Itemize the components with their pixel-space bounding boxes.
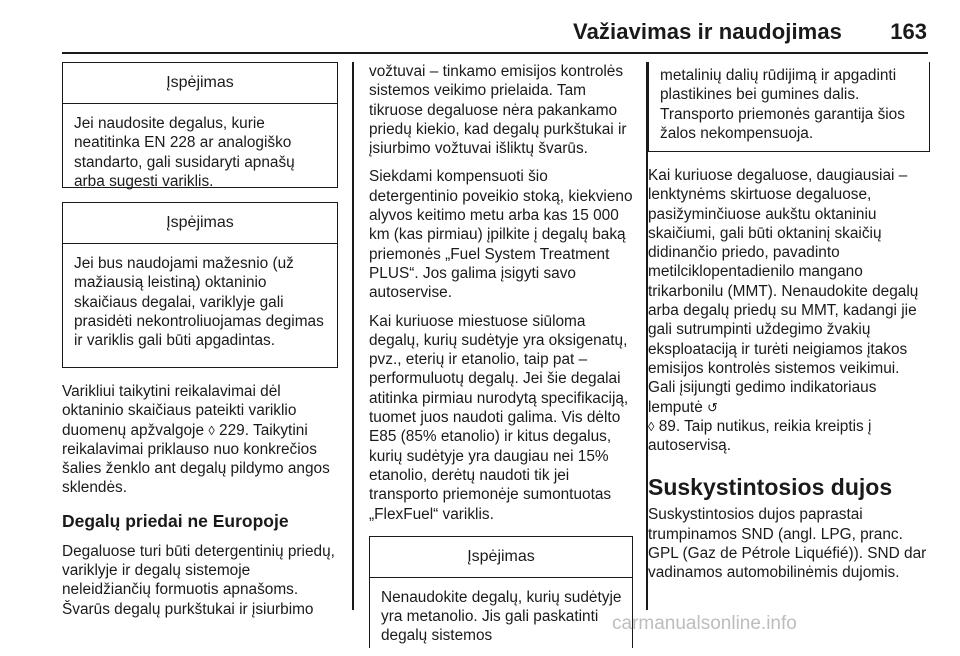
octane-paragraph: Varikliui taikytini reikalavimai dėl oktaninio skaičiaus pateikti variklio duomenų apžvalgoje ◊ 229. Taikytini reikalavimai priklauso nuo konkrečios šalies ženklo ant degalų pildymo angos sklendės. (62, 383, 330, 497)
section-heading: Degalų priedai ne Europoje (62, 510, 289, 531)
lpg-paragraph: Suskystintosios dujos paprastai trumpinamos SND (angl. LPG, pranc. GPL (Gaz de Pétrole Liquéfié)). SND dar vadinamos automobilinėmis dujomis. (648, 506, 927, 582)
column-2 (369, 62, 633, 648)
section-heading: Suskystintosios dujos (648, 474, 893, 501)
warning-text: Jei naudosite degalus, kurie neatitinka EN 228 ar analogiško standarto, gali susidaryti apnašų arba sugesti variklis. (74, 115, 295, 190)
warning-box-continued (648, 62, 930, 152)
column-divider-1 (352, 62, 354, 610)
warning-text: Jei bus naudojami mažesnio (už mažiausią leistiną) oktaninio skaičiaus degalai, variklyje gali prasidėti nekontroliuojamas degimas ir variklis gali būti apgadintas. (74, 255, 324, 350)
header-rule (62, 52, 928, 54)
additives-paragraph: Degaluose turi būti detergentinių priedų, variklyje ir degalų sistemoje neleidžiančių formuotis apnašoms. Švarūs degalų purkštukai ir įsiurbimo (62, 542, 335, 618)
treatment-paragraph: Siekdami kompensuoti šio detergentinio poveikio stoką, kiekvieno alyvos keitimo metu arba kas 15 000 km (kas pirmiau) įpilkite į degalų baką priemonės „Fuel System Treatment PLUS“. Jos galima įsigyti savo autoservise. (369, 168, 633, 302)
valves-paragraph: vožtuvai – tinkamo emisijos kontrolės sistemos veikimo prielaida. Tam tikruose degaluose nėra pakankamo priedų kiekio, kad degalų purkštukai ir įsiurbimo vožtuvai išliktų švarūs. (369, 63, 627, 158)
oxygenates-paragraph: Kai kuriuose miestuose siūloma degalų, kurių sudėtyje yra oksigenatų, pvz., eterių ir etanolio, taip pat – performuluotų degalų. Jei šie degalai atitinka pirmiau nurodytą specifikaciją, tuomet juos naudoti galima. Vis dėlto E85 (85% etanolio) ir kitus degalus, kurių sudėtyje yra daugiau nei 15% etanolio, derėtų naudoti tik jei transporto priemonėje sumontuotas „FlexFuel“ variklis. (369, 312, 629, 523)
warning-box-2 (62, 202, 338, 368)
page-header (0, 0, 960, 60)
malfunction-lamp-icon: ↺ (707, 399, 718, 415)
page-number: 163 (890, 19, 927, 44)
warning-title: Įspėjimas (63, 203, 337, 244)
warning-box-1 (62, 62, 338, 188)
page-reference-icon: ◊ (208, 422, 215, 438)
mmt-paragraph: Kai kuriuose degaluose, daugiausiai – lenktynėms skirtuose degaluose, pasižyminčiuose aukštu oktaniniu skaičiumi, gali būti oktaninį skaičių didinančio priedo, pavadinto metilciklopentadienilo mangano trikarbonilu (MMT). Nenaudokite degalų arba degalų priedų su MMT, kadangi jie gali sutrumpinti uždegimo žvakių eksploataciją ir turėti neigiamos įtakos emisijos kontrolės sistemos veikimui. Gali įsijungti gedimo indikatoriaus lemputė ↺ ◊ 89. Taip nutikus, reikia kreiptis į autoservisą. (648, 167, 919, 455)
watermark: carmanualsonline.info (612, 613, 797, 634)
warning-text: metalinių dalių rūdijimą ir apgadinti plastikines bei gumines dalis. Transporto priemonės garantija šios žalos nekompensuoja. (660, 67, 905, 142)
page-reference-icon: ◊ (648, 418, 655, 434)
column-3 (648, 62, 930, 583)
column-1 (62, 62, 338, 619)
running-title: Važiavimas ir naudojimas (573, 19, 842, 44)
warning-title: Įspėjimas (63, 63, 337, 104)
warning-title: Įspėjimas (370, 537, 632, 578)
warning-box-3 (369, 536, 633, 648)
warning-text: Nenaudokite degalų, kurių sudėtyje yra metanolio. Jis gali paskatinti degalų sistemos (381, 588, 622, 645)
